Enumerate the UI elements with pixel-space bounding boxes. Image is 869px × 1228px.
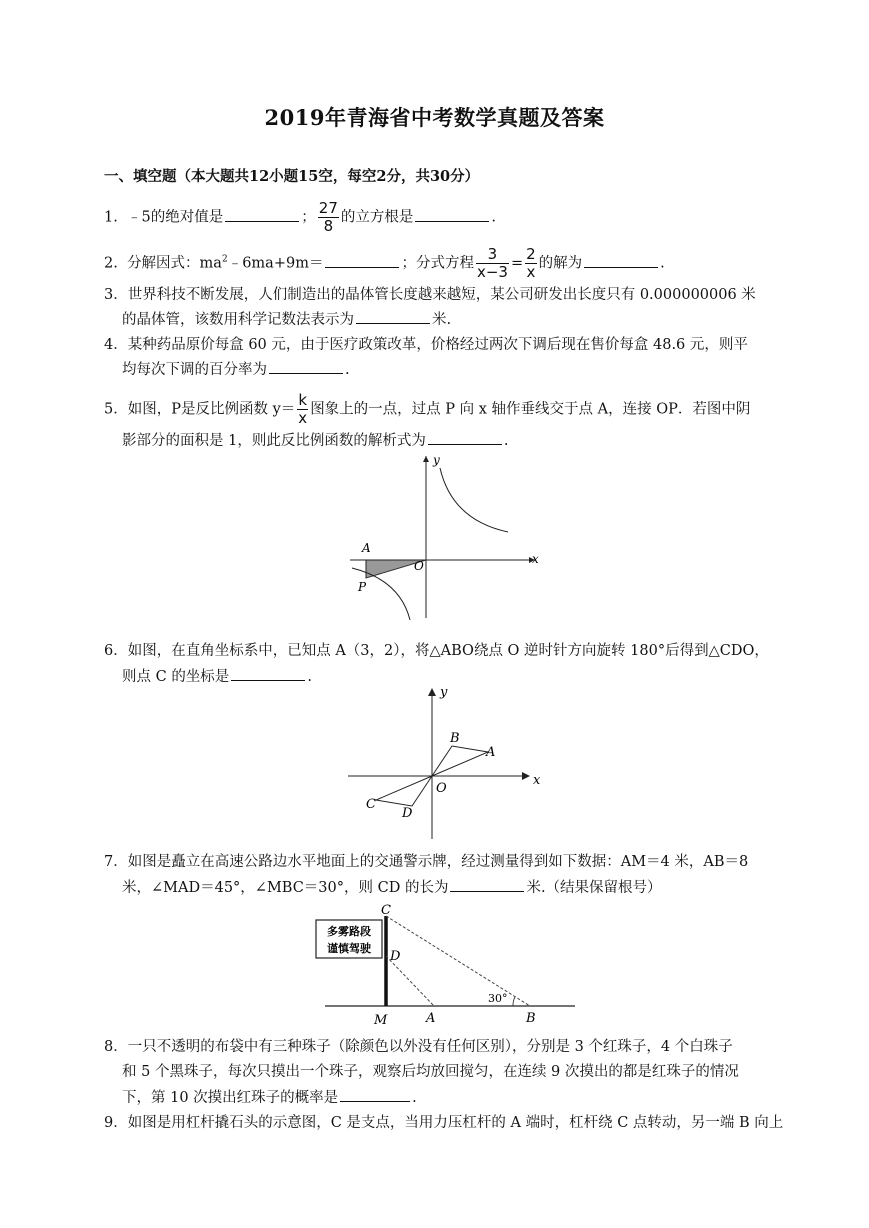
- figure-7-sign: [310, 900, 580, 1030]
- answer-blank[interactable]: [428, 430, 502, 445]
- label-A: A: [362, 541, 371, 555]
- curve-branch-2: [352, 568, 410, 620]
- label-O: O: [414, 559, 424, 573]
- curve-branch-1: [440, 468, 508, 532]
- label-x: x: [533, 773, 541, 788]
- answer-blank[interactable]: [356, 309, 430, 324]
- fraction: $\frac{3}{x-3}$: [476, 245, 508, 281]
- angle-arc: [513, 997, 515, 1006]
- y-axis-arrow: [428, 688, 436, 696]
- label-D: D: [402, 806, 413, 821]
- label-D: D: [390, 949, 401, 964]
- question-5-line-1: 5．如图，P是反比例函数 y＝ $\frac{k}{x}$ 图象上的一点，过点 P 向 x 轴作垂线交于点 A，连接 OP．若图中阴: [104, 391, 751, 427]
- answer-blank[interactable]: [584, 253, 658, 268]
- triangle-CDO: [376, 776, 432, 806]
- question-6-line-1: 6．如图，在直角坐标系中，已知点 A（3，2），将△ABO绕点 O 逆时针方向旋转 180°后得到△CDO，: [104, 643, 769, 659]
- sign-text-1: 多雾路段: [327, 925, 371, 938]
- question-7-line-2: 米，∠MAD＝45°，∠MBC＝30°，则 CD 的长为 米.（结果保留根号）: [122, 877, 662, 898]
- y-axis-arrow: [423, 456, 429, 462]
- fraction: $\frac{2}{x}$: [526, 245, 536, 281]
- figure-6-rotation: [340, 684, 550, 844]
- label-O: O: [436, 781, 447, 796]
- answer-blank[interactable]: [325, 253, 399, 268]
- label-y: y: [433, 453, 440, 467]
- question-9-line-1: 9．如图是用杠杆撬石头的示意图，C 是支点，当用力压杠杆的 A 端时，杠杆绕 C 点转动，另一端 B 向上: [104, 1115, 784, 1131]
- answer-blank[interactable]: [269, 359, 343, 374]
- label-C: C: [381, 903, 391, 918]
- line-CB: [386, 916, 530, 1006]
- label-B: B: [450, 731, 460, 746]
- label-y: y: [440, 685, 448, 700]
- answer-blank[interactable]: [415, 207, 489, 222]
- question-5-line-2: 影部分的面积是 1，则此反比例函数的解析式为 .: [122, 430, 508, 451]
- question-8-line-1: 8．一只不透明的布袋中有三种珠子（除颜色以外没有任何区别），分别是 3 个红珠子，4 个白珠子: [104, 1039, 733, 1055]
- question-7-line-1: 7．如图是矗立在高速公路边水平地面上的交通警示牌，经过测量得到如下数据：AM＝4 米，AB＝8: [104, 854, 749, 870]
- triangle-ABO: [432, 746, 488, 776]
- fraction: $\frac{27}{8}$: [318, 199, 338, 235]
- answer-blank[interactable]: [450, 877, 524, 892]
- question-2: 2. 分解因式：$ma^2﹣6ma+9m=$ ；分式方程 $\frac{3}{x-3}$ = $\frac{2}{x}$ 的解为 .: [104, 245, 665, 281]
- question-8-line-2: 和 5 个黑珠子，每次只摸出一个珠子，观察后均放回搅匀，在连续 9 次摸出的都是红珠子的情况: [122, 1064, 739, 1080]
- angle-label: 30°: [488, 992, 508, 1005]
- question-3-line-2: 的晶体管，该数用科学记数法表示为 米.: [122, 309, 451, 330]
- label-M: M: [374, 1013, 388, 1028]
- label-A: A: [426, 1011, 436, 1026]
- question-3-line-1: 3．世界科技不断发展，人们制造出的晶体管长度越来越短，某公司研发出长度只有 0.000000006 米: [104, 287, 756, 303]
- question-8-line-3: 下，第 10 次摸出红珠子的概率是 .: [122, 1087, 417, 1108]
- answer-blank[interactable]: [225, 207, 299, 222]
- page-title: 2019年青海省中考数学真题及答案: [264, 105, 605, 130]
- question-1: 1. ﹣5的绝对值是 ； $\frac{27}{8}$ 的立方根是 .: [104, 199, 496, 235]
- figure-5-inverse-function: [330, 450, 550, 625]
- sign-text-2: 谨慎驾驶: [327, 942, 371, 955]
- answer-blank[interactable]: [340, 1087, 410, 1102]
- answer-blank[interactable]: [231, 666, 305, 681]
- section-heading: 一、填空题（本大题共12小题15空，每空2分，共30分）: [104, 168, 480, 185]
- label-x: x: [532, 552, 539, 566]
- question-4-line-1: 4．某种药品原价每盒 60 元，由于医疗政策改革，价格经过两次下调后现在售价每盒 48.6 元，则平: [104, 337, 748, 353]
- x-axis-arrow: [522, 772, 530, 780]
- fraction: $\frac{k}{x}$: [298, 391, 308, 427]
- label-P: P: [358, 580, 367, 594]
- label-A: A: [486, 745, 496, 760]
- question-4-line-2: 均每次下调的百分率为 .: [122, 359, 350, 380]
- label-B: B: [526, 1011, 536, 1026]
- question-6-line-2: 则点 C 的坐标是 .: [122, 666, 312, 687]
- label-C: C: [366, 797, 376, 812]
